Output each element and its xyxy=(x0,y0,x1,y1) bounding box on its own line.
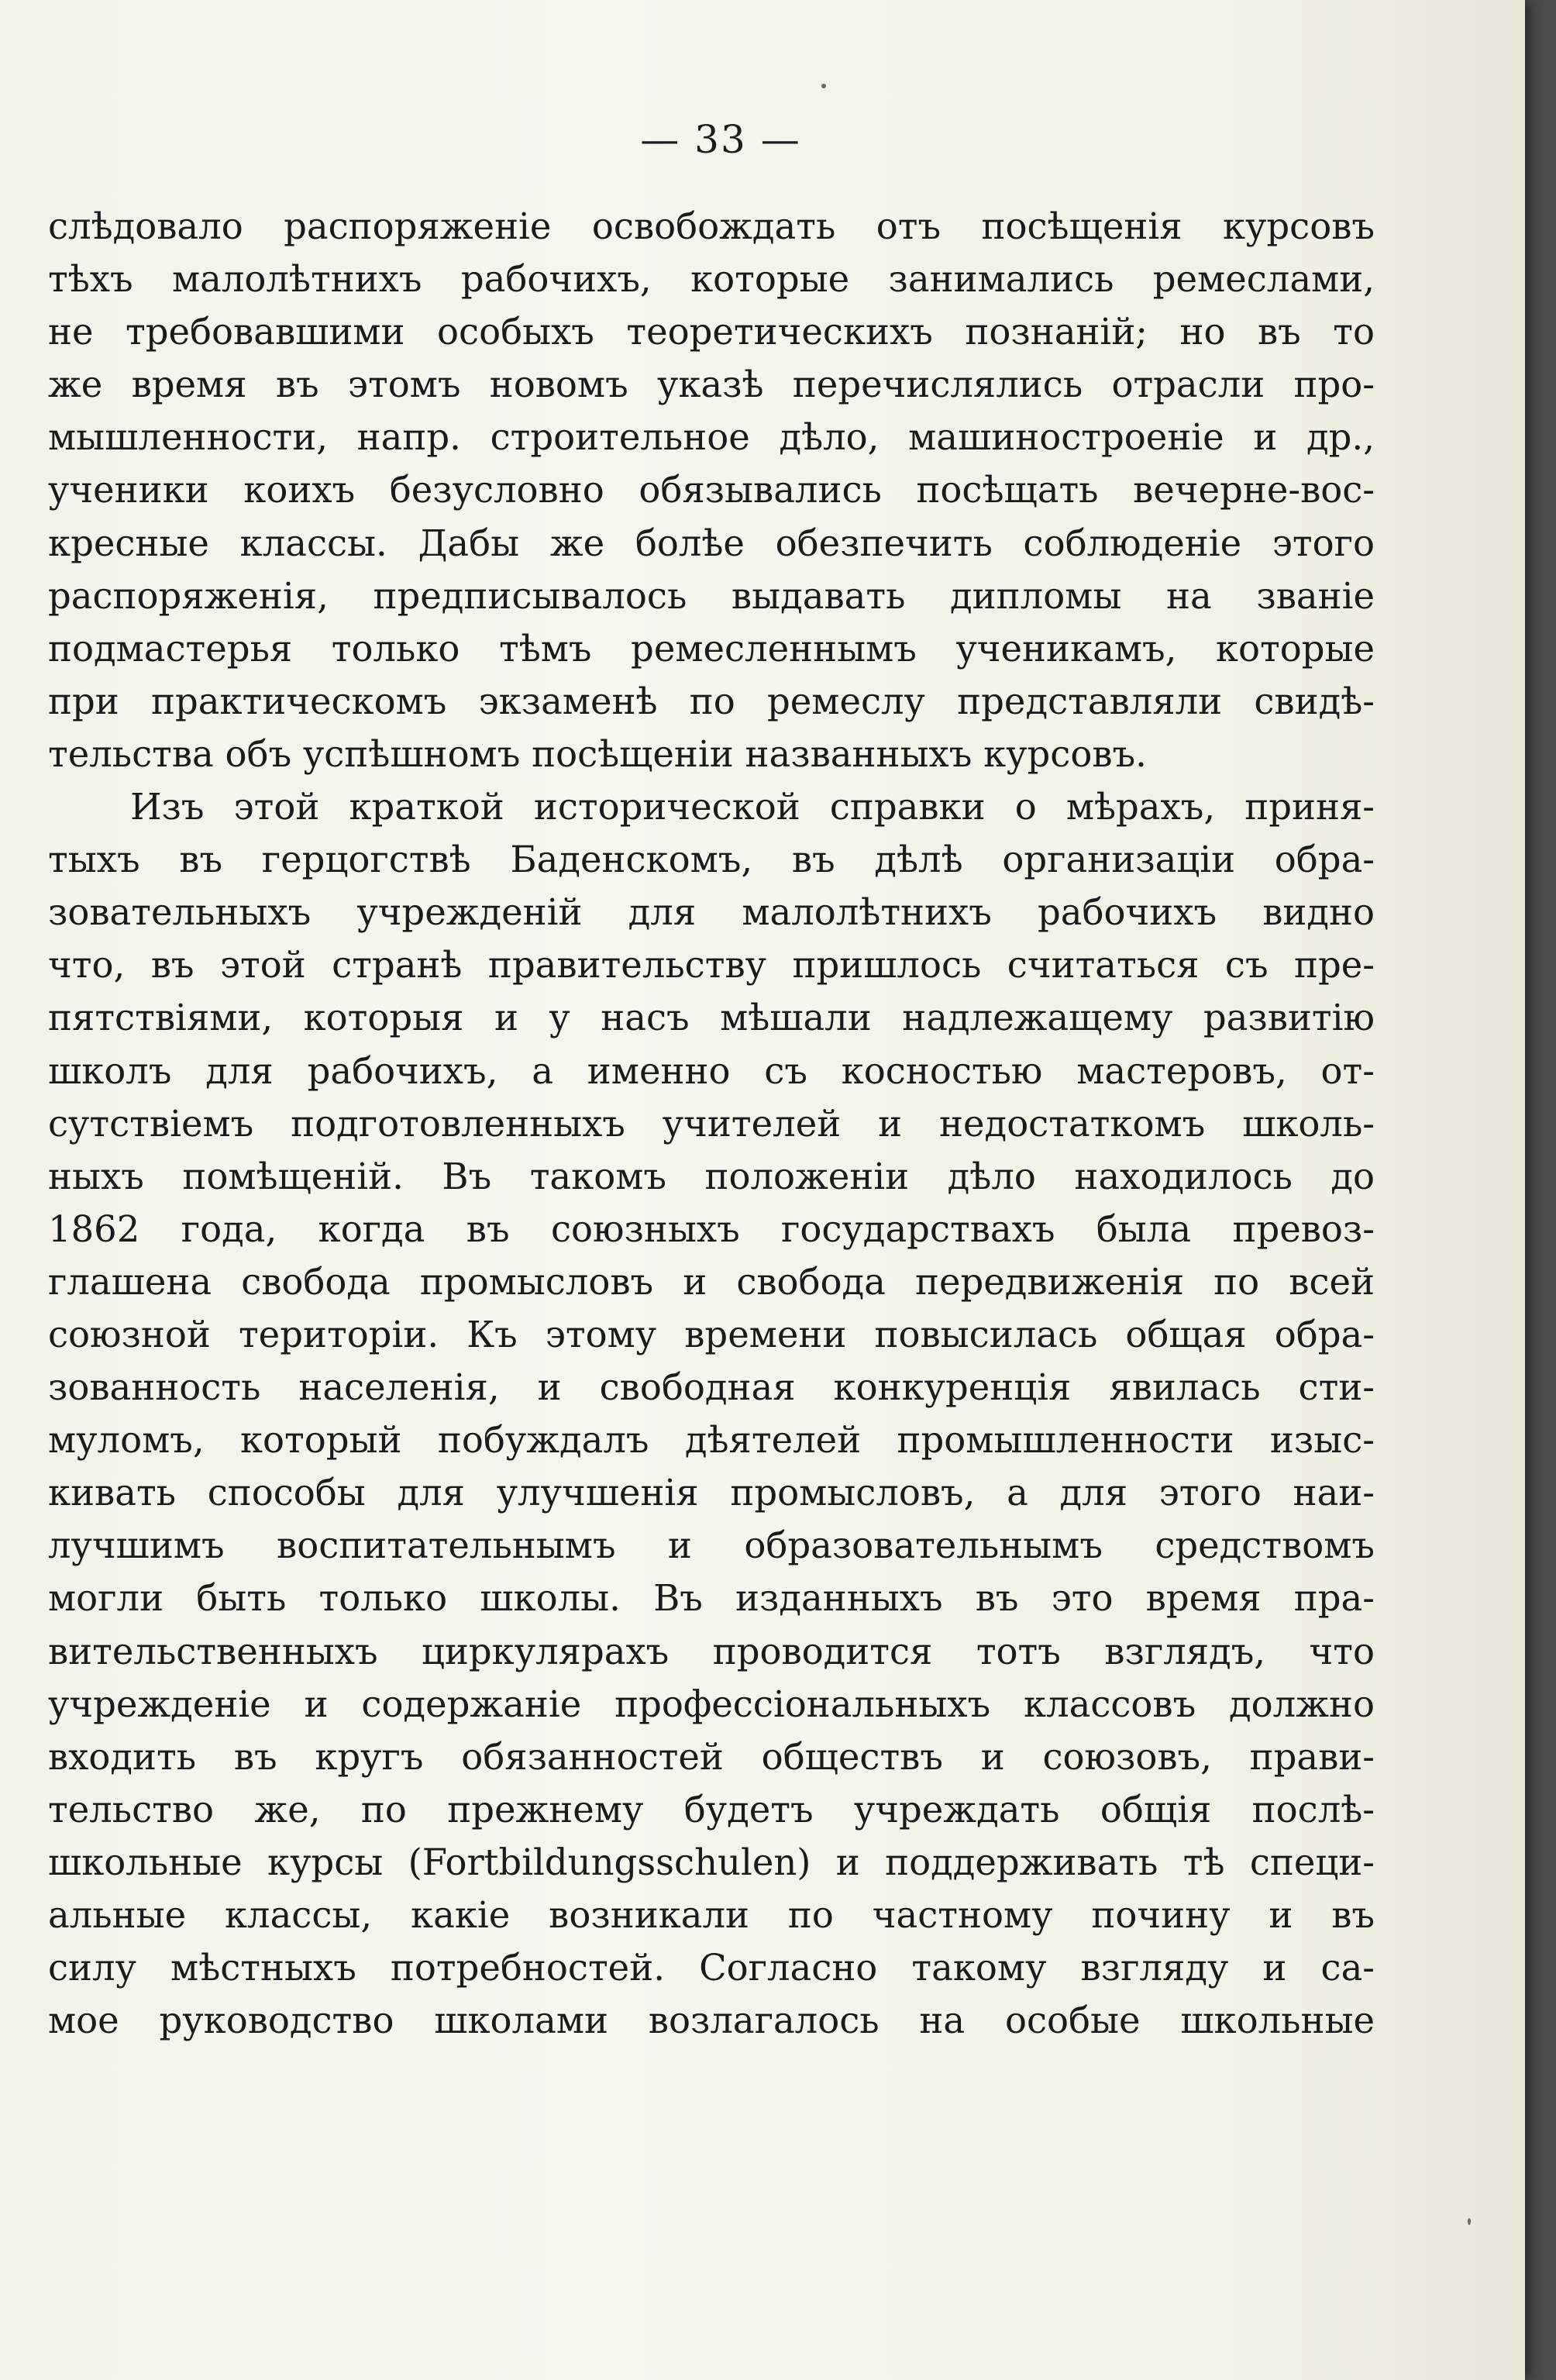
ink-speck xyxy=(1468,2218,1471,2225)
text-line: тельство же, по прежнему будетъ учреждать общія послѣ- xyxy=(48,1788,1375,1831)
body-text xyxy=(48,200,1375,2047)
text-line: глашена свобода промысловъ и свобода передвиженія по всей xyxy=(48,1260,1375,1303)
text-line: школьные курсы (Fortbildungsschulen) и поддерживать тѣ специ- xyxy=(48,1841,1375,1883)
text-line: зовательныхъ учрежденій для малолѣтнихъ рабочихъ видно xyxy=(48,891,1375,934)
text-line: сутствіемъ подготовленныхъ учителей и недостаткомъ школь- xyxy=(48,1102,1375,1145)
text-line: ученики коихъ безусловно обязывались посѣщать вечерне-вос- xyxy=(48,469,1375,511)
text-line: подмастерья только тѣмъ ремесленнымъ ученикамъ, которые xyxy=(48,627,1375,670)
text-line: школъ для рабочихъ, а именно съ косностью мастеровъ, от- xyxy=(48,1049,1375,1092)
text-line: слѣдовало распоряженіе освобождать отъ посѣщенія курсовъ xyxy=(48,205,1375,247)
text-line: распоряженія, предписывалось выдавать дипломы на званіе xyxy=(48,574,1375,617)
ink-speck xyxy=(821,84,826,88)
text-line: Изъ этой краткой исторической справки о мѣрахъ, приня- xyxy=(130,786,1375,828)
text-line: муломъ, который побуждалъ дѣятелей промышленности изыс- xyxy=(48,1419,1375,1462)
text-line: ныхъ помѣщеній. Въ такомъ положеніи дѣло находилось до xyxy=(48,1155,1375,1197)
text-line: входить въ кругъ обязанностей обществъ и союзовъ, прави- xyxy=(48,1735,1375,1778)
text-line: пятствіями, которыя и у насъ мѣшали надлежащему развитію xyxy=(48,997,1375,1039)
text-line: могли быть только школы. Въ изданныхъ въ это время пра- xyxy=(48,1577,1375,1620)
text-line: мышленности, напр. строительное дѣло, машиностроеніе и др., xyxy=(48,416,1375,459)
text-line: союзной територіи. Къ этому времени повысилась общая обра- xyxy=(48,1313,1375,1355)
text-line: при практическомъ экзаменѣ по ремеслу представляли свидѣ- xyxy=(48,680,1375,722)
text-line: вительственныхъ циркулярахъ проводится тотъ взглядъ, что xyxy=(48,1630,1375,1672)
text-line: альные классы, какіе возникали по частному почину и въ xyxy=(48,1894,1375,1936)
text-line: же время въ этомъ новомъ указѣ перечислялись отрасли про- xyxy=(48,363,1375,406)
text-line: мое руководство школами возлагалось на особые школьные xyxy=(48,1999,1375,2042)
text-line: тѣхъ малолѣтнихъ рабочихъ, которые занимались ремеслами, xyxy=(48,258,1375,301)
text-line: зованность населенія, и свободная конкуренція явилась сти- xyxy=(48,1366,1375,1409)
text-line: тыхъ въ герцогствѣ Баденскомъ, въ дѣлѣ организаціи обра- xyxy=(48,839,1375,881)
page-number: — 33 — xyxy=(640,117,801,162)
text-line: учрежденіе и содержаніе профессіональныхъ классовъ должно xyxy=(48,1683,1375,1725)
text-line: кресные классы. Дабы же болѣе обезпечить соблюденіе этого xyxy=(48,522,1375,564)
text-line: не требовавшими особыхъ теоретическихъ познаній; но въ то xyxy=(48,311,1375,353)
text-line: что, въ этой странѣ правительству пришлось считаться съ пре- xyxy=(48,944,1375,987)
text-line: тельства объ успѣшномъ посѣщеніи названныхъ курсовъ. xyxy=(48,732,1147,775)
text-line: кивать способы для улучшенія промысловъ, а для этого наи- xyxy=(48,1472,1375,1514)
text-line: 1862 года, когда въ союзныхъ государствахъ была превоз- xyxy=(48,1207,1375,1250)
text-line: лучшимъ воспитательнымъ и образовательнымъ средствомъ xyxy=(48,1524,1375,1567)
text-line: силу мѣстныхъ потребностей. Согласно такому взгляду и са- xyxy=(48,1947,1375,1989)
